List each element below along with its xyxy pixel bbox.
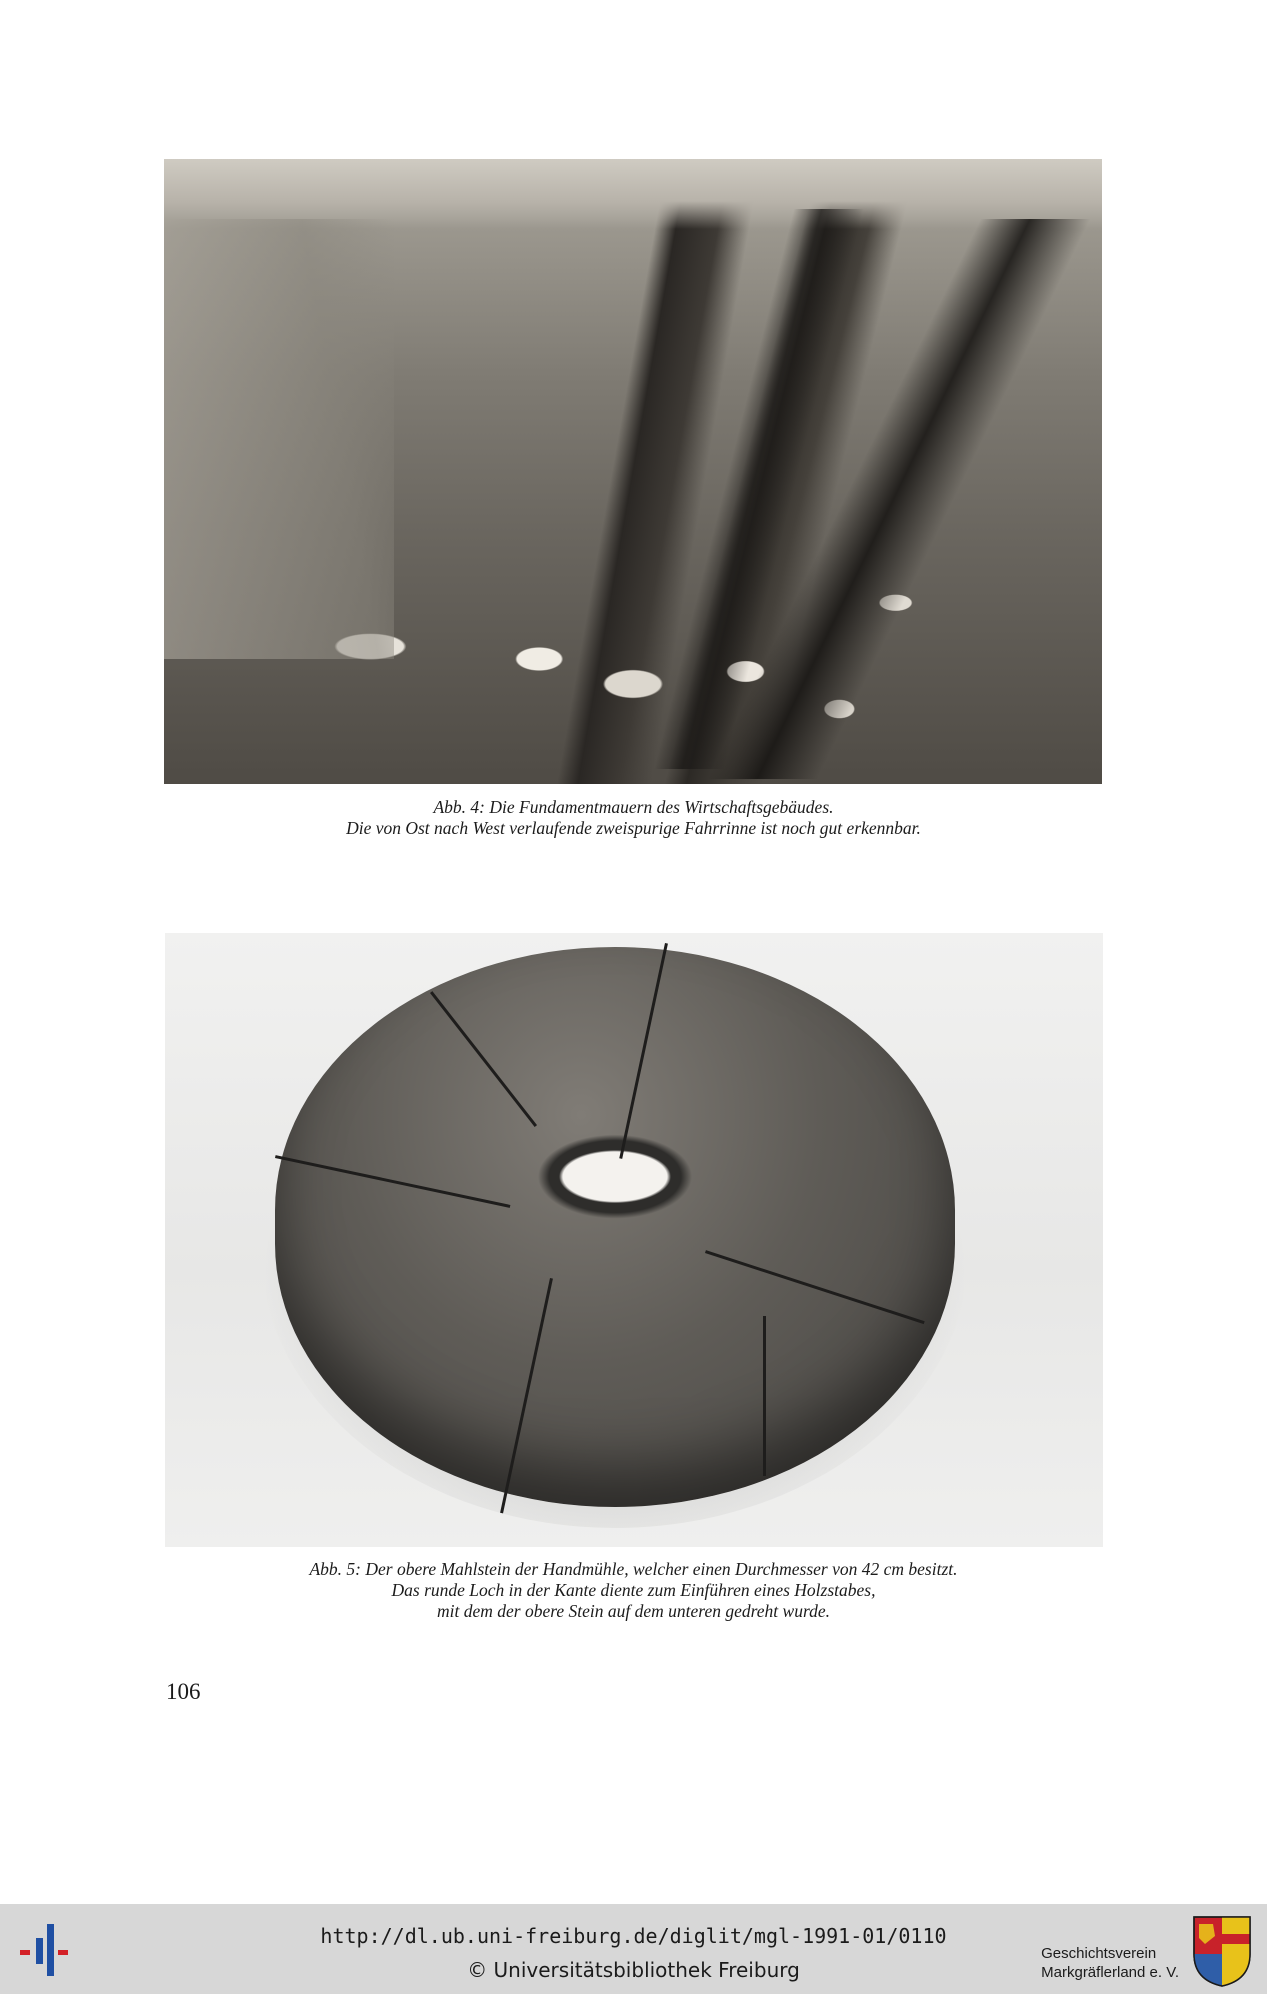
caption-line: Das runde Loch in der Kante diente zum Einführen eines Holzstabes, [391,1580,876,1600]
caption-line: Die von Ost nach West verlaufende zweispurige Fahrrinne ist noch gut erkennbar. [346,818,921,838]
millstone-photo [165,933,1103,1547]
millstone-crack [763,1316,766,1476]
footer-bar [0,1904,1267,1994]
footer-url-link[interactable]: http://dl.ub.uni-freiburg.de/diglit/mgl-1991-01/0110 [320,1924,947,1948]
page-number: 106 [166,1679,201,1704]
coat-of-arms-icon [1191,1914,1253,1988]
caption-line: mit dem der obere Stein auf dem unteren gedreht wurde. [436,1601,830,1621]
footer-organization [1041,1944,1179,1982]
org-name-line: Markgräflerland e. V. [1041,1964,1179,1981]
stone-wall-foundation [164,219,394,659]
caption-line: Abb. 4: Die Fundamentmauern des Wirtschaftsgebäudes. [433,797,834,817]
org-name-line: Geschichtsverein [1041,1945,1157,1962]
millstone [275,947,955,1507]
figure-caption-abb4 [0,797,1267,839]
excavation-photo [164,159,1102,784]
caption-line: Abb. 5: Der obere Mahlstein der Handmühle, welcher einen Durchmesser von 42 cm besitzt. [309,1559,958,1579]
figure-caption-abb5 [0,1559,1267,1622]
footer-copyright: © Universitätsbibliothek Freiburg [467,1958,800,1982]
